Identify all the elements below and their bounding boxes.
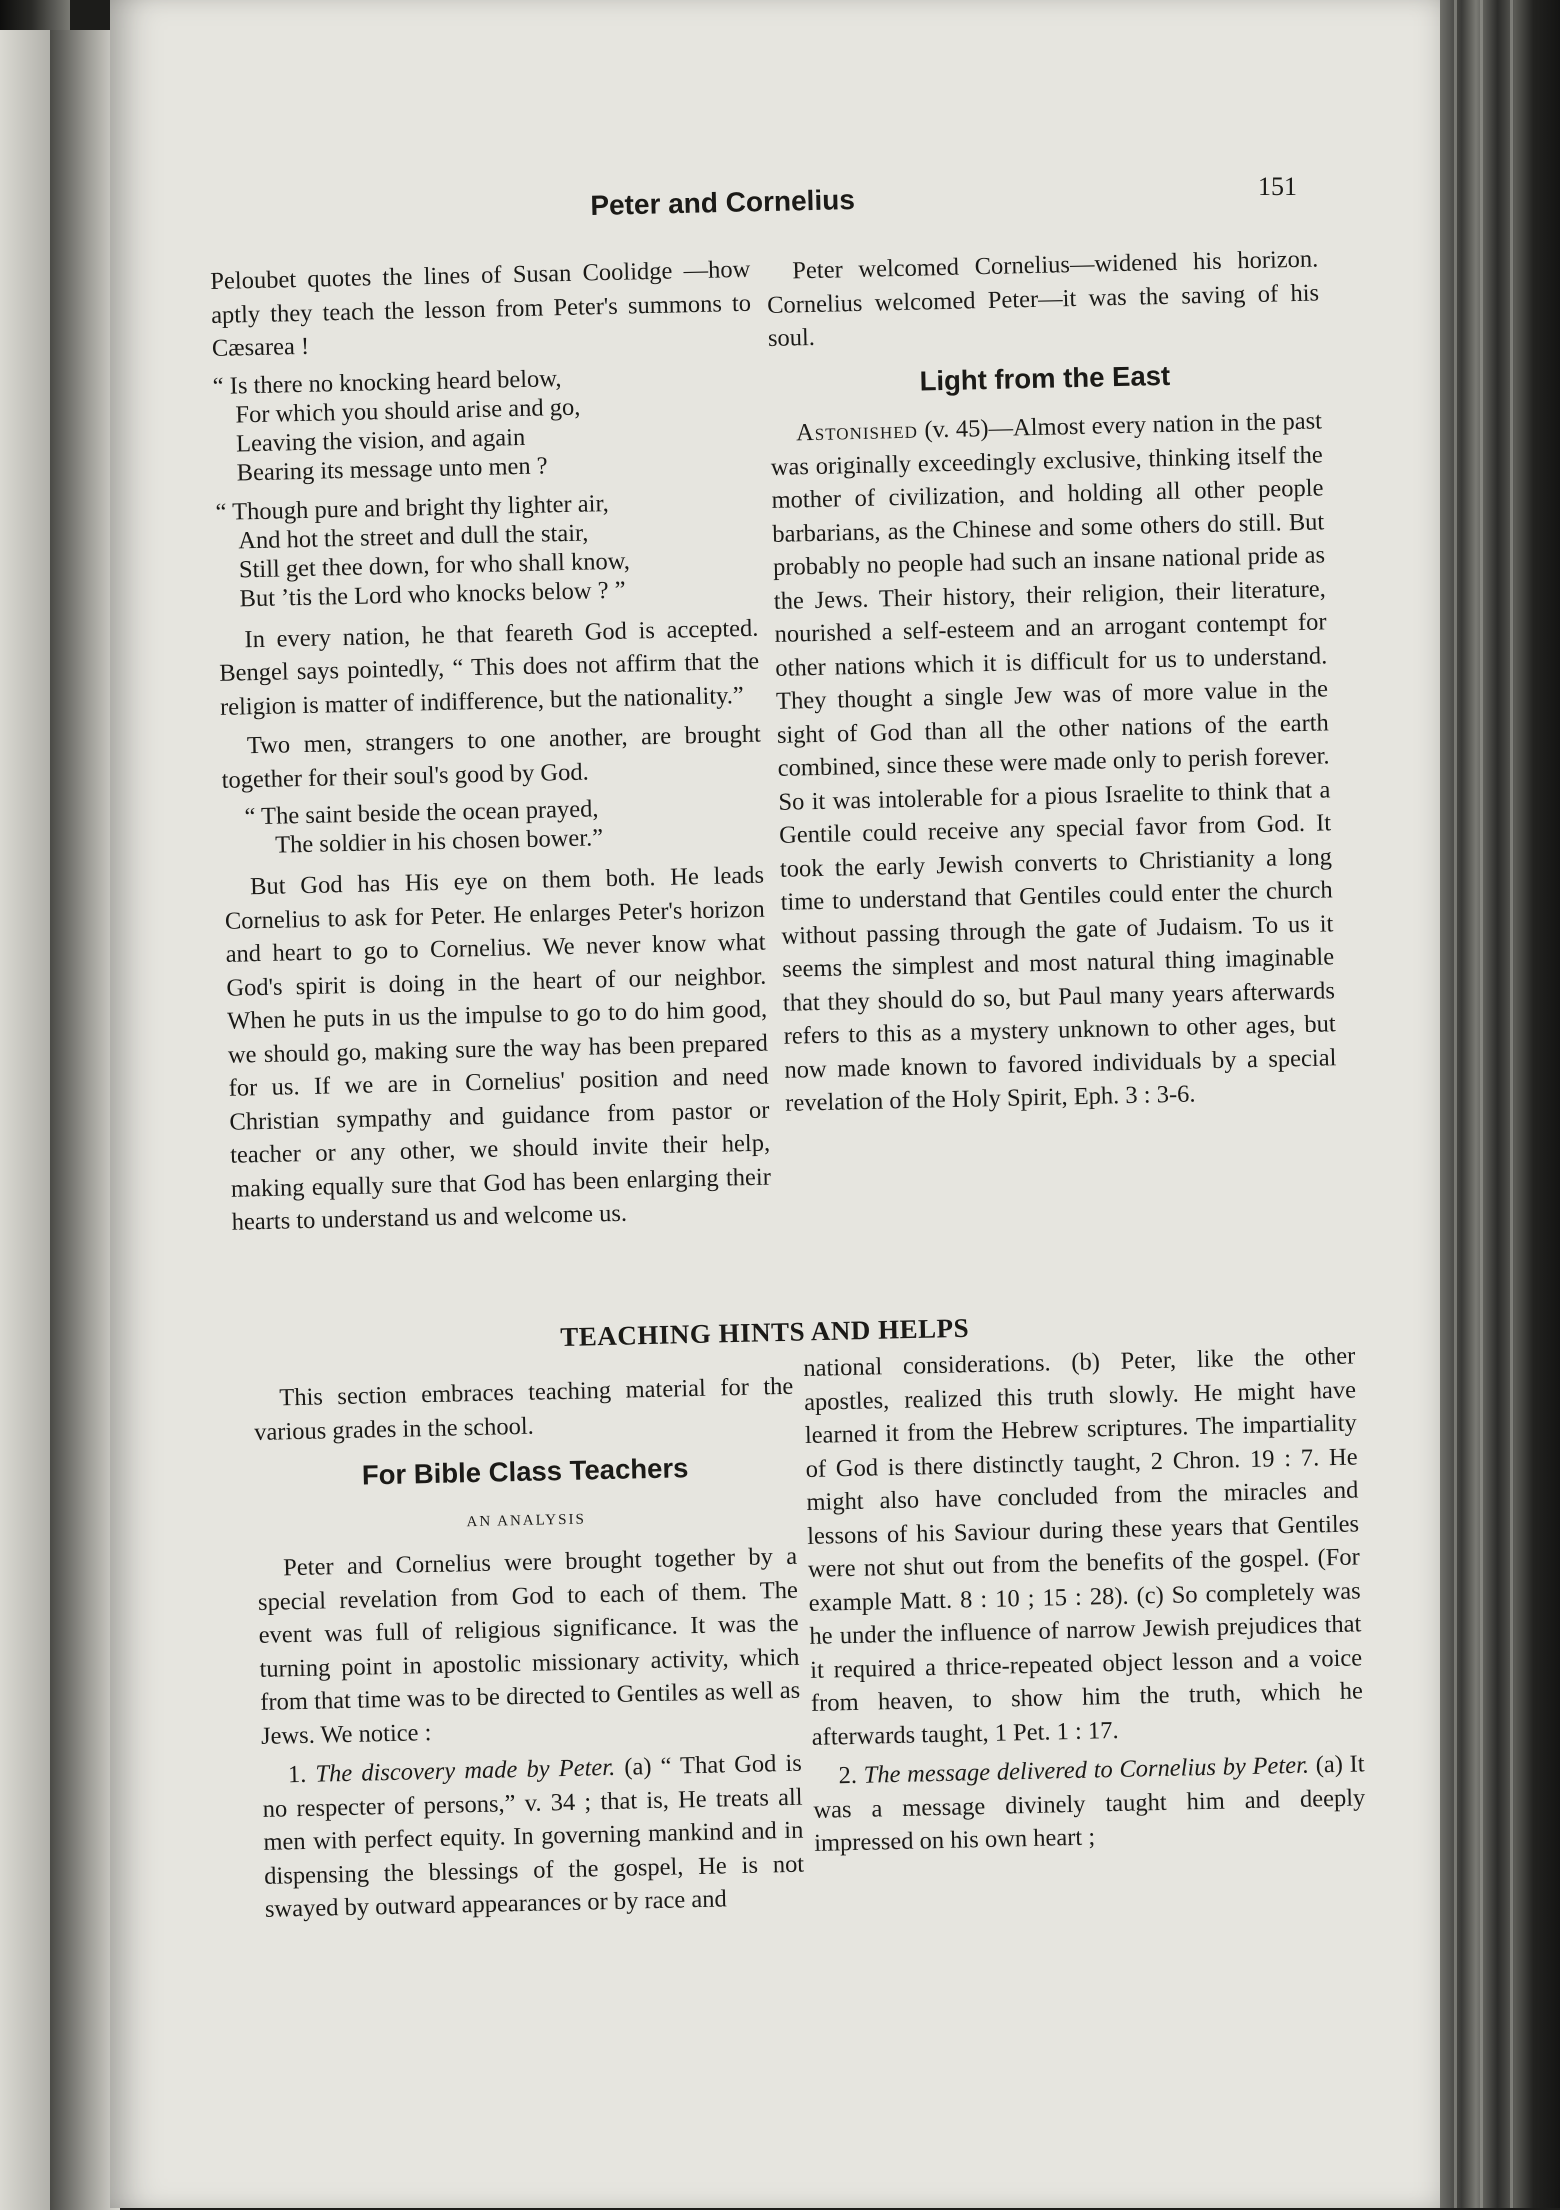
poem-stanza-2	[215, 485, 757, 613]
numbered-item	[812, 1747, 1366, 1860]
poem-line: “ Though pure and bright thy lighter air,	[215, 489, 610, 526]
book-spine	[1440, 0, 1560, 2208]
poem-line: And hot the street and dull the stair,	[237, 518, 589, 554]
quote-line: “ The saint beside the ocean prayed,	[244, 795, 599, 831]
poem-stanza-1	[212, 359, 754, 487]
spine-edge-line	[1454, 0, 1457, 2208]
body-paragraph: national considerations. (b) Peter, like the other apostles, realized this truth slowly. He might have learned it from the Hebrew scriptures. The impartiality of God is there distinctly taught, 2 Chron. 19 : 7. He might also have concluded from the miracles and lessons of his Saviour during these years that Gentiles were not shut out from the benefits of the gospel. (For example Matt. 8 : 10 ; 15 : 28). (c) So completely was he under the influence of narrow Jewish prejudices that it required a thrice-repeated object lesson and a voice from heaven, to show him the truth, which he afterwards taught, 1 Pet. 1 : 17.	[803, 1342, 1364, 1751]
subsection-heading: For Bible Class Teachers	[361, 1452, 689, 1491]
body-paragraph: In every nation, he that feareth God is accepted. Bengel says pointedly, “ This does not affirm that the religion is matter of indifference, but the nationality.”	[218, 614, 760, 721]
lead-word: Astonished	[795, 416, 919, 447]
item-text: (a) “ That God is no respecter of persons,” v. 34 ; that is, He treats all men with perfect equity. In governing mankind and in dispensing the blessings of the gospel, He is not swayed by outward appearances or by race and	[262, 1749, 805, 1923]
facing-page-edge	[0, 30, 50, 2210]
poem-line: “ Is there no knocking heard below,	[212, 364, 562, 400]
body-paragraph: Peter and Cornelius were brought together by a special revelation from God to each of them. The event was full of religious significance. It was the turning point in apostolic missionary activity, which from that time was to be directed to Gentiles as well as Jews. We notice :	[257, 1542, 801, 1750]
poem-line: But ’tis the Lord who knocks below ? ”	[239, 576, 626, 612]
left-column-top	[210, 253, 772, 1245]
spine-edge-line	[1480, 0, 1483, 2208]
intro-paragraph: Peloubet quotes the lines of Susan Coolidge —how aptly they teach the lesson from Peter's summons to Cæsarea !	[210, 255, 752, 362]
body-paragraph: Two men, strangers to one another, are brought together for their soul's good by God.	[221, 720, 762, 794]
item-number: 2.	[838, 1761, 864, 1790]
quote-line: The soldier in his chosen bower.”	[274, 824, 604, 859]
item-title: The message delivered to Cornelius by Peter.	[863, 1751, 1310, 1789]
left-column-bottom	[253, 1370, 805, 1933]
item-number: 1.	[287, 1760, 316, 1789]
right-column-bottom	[803, 1339, 1367, 1866]
running-title: Peter and Cornelius	[590, 183, 856, 221]
poem-line: Still get thee down, for who shall know,	[238, 547, 631, 583]
body-paragraph: Peter welcomed Cornelius—widened his horizon. Cornelius welcomed Peter—it was the saving of his soul.	[766, 245, 1320, 352]
spine-edge-line	[1510, 0, 1513, 2208]
item-text: (a) It was a message divinely taught him and deeply impressed on his own heart ;	[813, 1750, 1366, 1857]
body-paragraph	[770, 404, 1338, 1120]
quote-couplet	[222, 791, 763, 861]
teaching-hints-heading: TEACHING HINTS AND HELPS	[560, 1312, 970, 1352]
item-title: The discovery made by Peter.	[315, 1753, 616, 1788]
page-number: 151	[1258, 172, 1297, 201]
poem-line: Bearing its message unto men ?	[236, 451, 548, 486]
analysis-label: AN ANALYSIS	[466, 1510, 586, 1530]
right-column-top	[766, 242, 1338, 1126]
body-paragraph: This section embraces teaching material for the various grades in the school.	[253, 1372, 794, 1446]
paragraph-text: (v. 45)—Almost every nation in the past was originally exceedingly exclusive, thinking itself the mother of civilization, and holding all other people barbarians, as the Chinese and some others do still. But probably no people had such an insane national pride as the Jews. Their history, their religion, their literature, nourished a self-esteem and an arrogant contempt for other nations which it is difficult for us to understand. They thought a single Jew was of more value in the sight of God than all the other nations of the earth combined, since these were made only to perish forever. So it was intolerable for a pious Israelite to think that a Gentile could receive any special favor from God. It took the early Jewish converts to Christianity a long time to understand that Gentiles could enter the church without passing through the gate of Judaism. To us it seems the simplest and most natural thing imaginable that they should do so, but Paul many years afterwards refers to this as a mystery unknown to other ages, but now made known to favored individuals by a special revelation of the Holy Spirit, Eph. 3 : 3-6.	[770, 407, 1337, 1117]
numbered-item	[262, 1747, 806, 1927]
body-paragraph: But God has His eye on them both. He leads Cornelius to ask for Peter. He enlarges Peter's horizon and heart to go to Cornelius. We never know what God's spirit is doing in the heart of our neighbor. When he puts in us the impulse to go to do him good, we should go, making sure the way has been prepared for us. If we are in Cornelius' position and need Christian sympathy and guidance from pastor or teacher or any other, we should invite their help, making equally sure that God has been enlarging their hearts to understand us and welcome us.	[224, 861, 772, 1236]
poem-line: For which you should arise and go,	[235, 393, 581, 428]
poem-line: Leaving the vision, and again	[235, 423, 526, 457]
section-heading: Light from the East	[919, 359, 1171, 397]
